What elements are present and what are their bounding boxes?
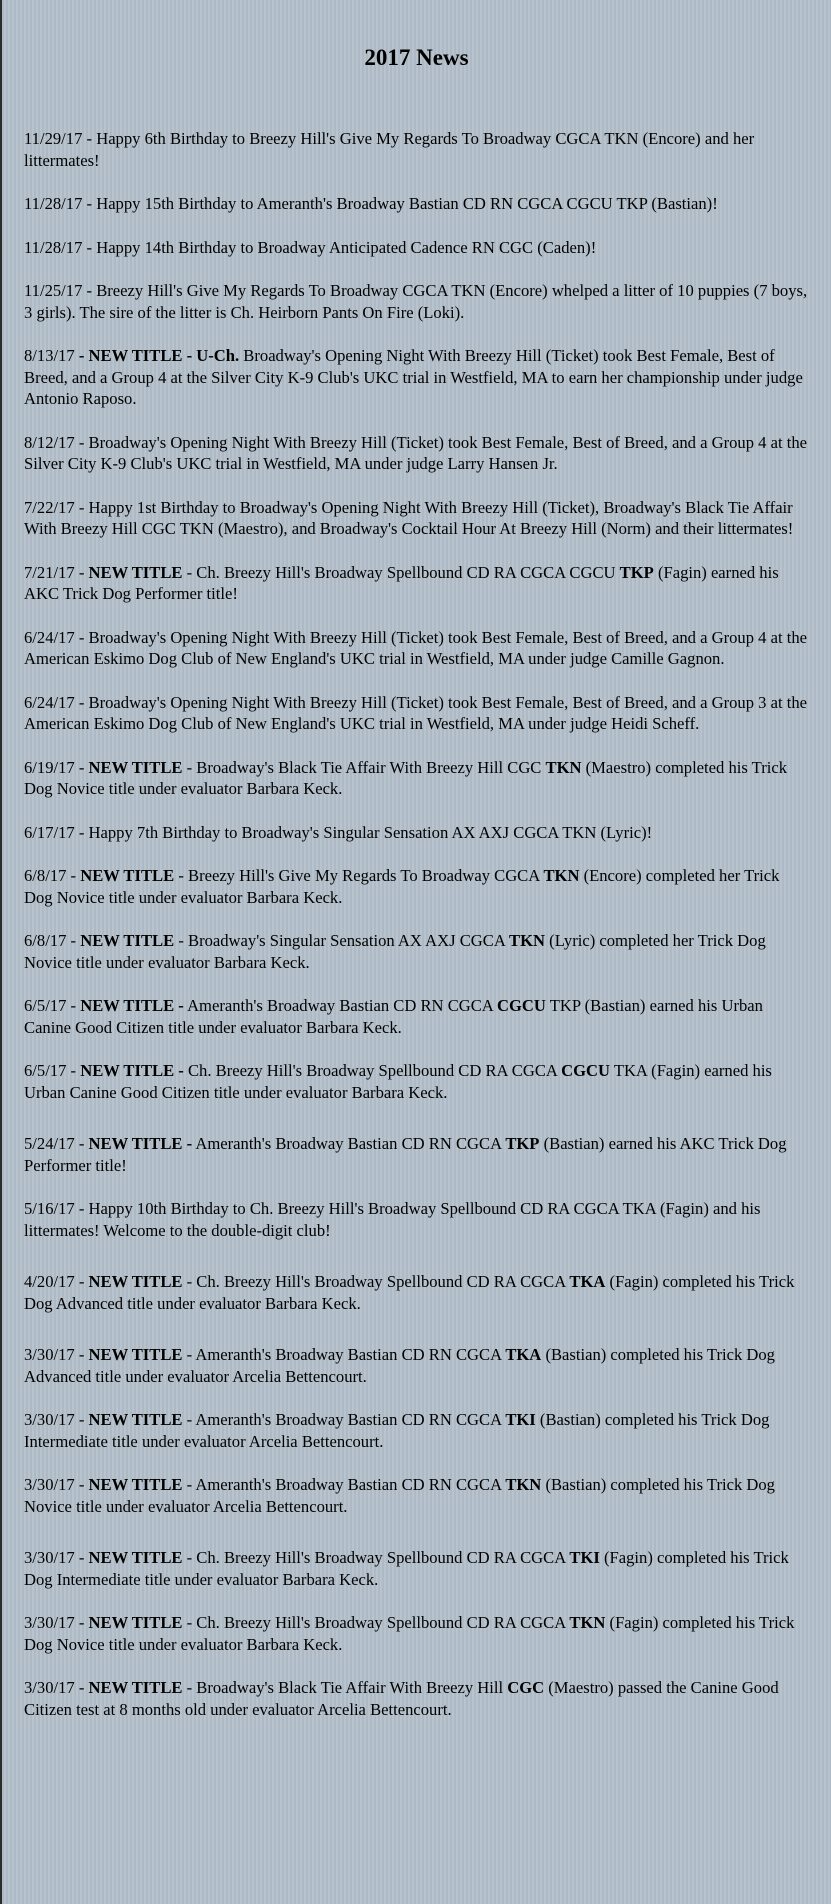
news-entry-bold-text: TKA xyxy=(505,1345,542,1364)
news-entry xyxy=(24,865,809,908)
news-entry-bold-text: NEW TITLE - xyxy=(80,1061,184,1080)
news-entry-text: 6/5/17 - xyxy=(24,1061,81,1080)
news-entry-text: 11/28/17 - Happy 14th Birthday to Broadway Anticipated Cadence RN CGC (Caden)! xyxy=(24,237,597,257)
news-entry xyxy=(24,1344,809,1387)
news-entry-bold-text: TKN xyxy=(543,866,580,885)
news-entry-text: (Fagin) earned his AKC Trick Dog Performer title! xyxy=(24,562,779,603)
news-entry-text: (Lyric) completed her Trick Dog Novice title under evaluator Barbara Keck. xyxy=(24,931,766,972)
news-entry-text: - Ch. Breezy Hill's Broadway Spellbound CD RA CGCA xyxy=(182,1272,570,1291)
news-entry-text: 3/30/17 - xyxy=(24,1548,89,1567)
news-entry-text: - Ameranth's Broadway Bastian CD RN CGCA xyxy=(182,1345,506,1364)
news-entry-bold-text: NEW TITLE xyxy=(88,1345,183,1364)
news-entry-text: - Broadway's Singular Sensation AX AXJ CGCA xyxy=(174,931,510,950)
page-left-border xyxy=(0,0,2,1904)
news-entry-text: 11/29/17 - Happy 6th Birthday to Breezy Hill's Give My Regards To Broadway CGCA TKN (Encore) and her littermates! xyxy=(24,129,755,170)
news-entry xyxy=(24,1133,809,1176)
news-entry xyxy=(24,692,809,735)
news-entry-text: Broadway's Opening Night With Breezy Hill (Ticket) took Best Female, Best of Breed, and a Group 4 at the Silver City K-9 Club's UKC trial in Westfield, MA to earn her championship under judge Antonio Raposo. xyxy=(24,346,803,408)
news-entry-text: 3/30/17 - xyxy=(24,1613,89,1632)
news-entry xyxy=(24,1547,809,1590)
page-title: 2017 News xyxy=(364,45,469,70)
news-entry-bold-text: NEW TITLE - xyxy=(80,996,184,1015)
news-entry-text: 6/24/17 - Broadway's Opening Night With Breezy Hill (Ticket) took Best Female, Best of Breed, and a Group 3 at the American Eskimo Dog Club of New England's UKC trial in Westfield, MA under judge Heidi Scheff. xyxy=(24,692,808,733)
news-entry-text: - Ameranth's Broadway Bastian CD RN CGCA xyxy=(182,1410,506,1429)
news-entry xyxy=(24,1409,809,1452)
news-entry-text: 3/30/17 - xyxy=(24,1345,89,1364)
news-entry-text: 8/12/17 - Broadway's Opening Night With Breezy Hill (Ticket) took Best Female, Best of Breed, and a Group 4 at the Silver City K-9 Club's UKC trial in Westfield, MA under judge Larry Hansen Jr. xyxy=(24,432,808,473)
news-entry-text: (Bastian) completed his Trick Dog Intermediate title under evaluator Arcelia Bettencourt. xyxy=(24,1410,770,1451)
news-entry-text: 4/20/17 - xyxy=(24,1272,89,1291)
news-entry-text: (Bastian) earned his AKC Trick Dog Performer title! xyxy=(24,1134,787,1175)
news-entry-bold-text: NEW TITLE xyxy=(88,1548,183,1567)
news-entry-bold-text: CGCU xyxy=(561,1061,610,1080)
news-entry-text: Ameranth's Broadway Bastian CD RN CGCA xyxy=(192,1134,506,1153)
news-entry-bold-text: TKI xyxy=(569,1548,600,1567)
news-entry-bold-text: TKN xyxy=(509,931,546,950)
news-entry-text: - Ameranth's Broadway Bastian CD RN CGCA xyxy=(182,1475,506,1494)
news-entry-text: (Maestro) completed his Trick Dog Novice title under evaluator Barbara Keck. xyxy=(24,757,788,798)
news-entry-bold-text: NEW TITLE xyxy=(88,1272,183,1291)
news-entry xyxy=(24,237,809,259)
news-entry-bold-text: TKA xyxy=(569,1272,606,1291)
news-entry-text: 6/8/17 - xyxy=(24,931,81,950)
news-list xyxy=(24,128,809,1720)
news-entry xyxy=(24,627,809,670)
news-entry-bold-text: NEW TITLE xyxy=(80,931,175,950)
news-entry-text: - Ch. Breezy Hill's Broadway Spellbound CD RA CGCA xyxy=(182,1548,570,1567)
news-entry-text: - Ch. Breezy Hill's Broadway Spellbound CD RA CGCA xyxy=(182,1613,570,1632)
news-entry-bold-text: NEW TITLE - xyxy=(88,1134,193,1153)
news-entry-text: TKA ( xyxy=(609,1061,657,1080)
news-entry-text: (Maestro) passed the Canine Good Citizen test at 8 months old under evaluator Arcelia Bettencourt. xyxy=(24,1678,779,1719)
news-entry-text: 5/16/17 - Happy 10th Birthday to Ch. Breezy Hill's Broadway Spellbound CD RA CGCA TKA (Fagin) and his littermates! Welcome to the double-digit club! xyxy=(24,1199,761,1240)
news-entry-text: Ameranth's Broadway Bastian CD RN CGCA xyxy=(183,996,498,1015)
news-entry xyxy=(24,757,809,800)
news-entry-text: (Fagin) completed his Trick Dog Intermediate title under evaluator Barbara Keck. xyxy=(24,1548,789,1589)
news-entry-text: 7/22/17 - Happy 1st Birthday to Broadway's Opening Night With Breezy Hill (Ticket), Broadway's Black Tie Affair With Breezy Hill CGC TKN (Maestro), and Broadway's Cocktail Hour At Breezy Hill (Norm) and their littermates! xyxy=(24,497,794,538)
news-entry-bold-text: TKN xyxy=(545,757,582,777)
news-entry-text: (Fagin) completed his Trick Dog Novice title under evaluator Barbara Keck. xyxy=(24,1613,795,1654)
news-entry-bold-text: CGCU xyxy=(497,996,546,1015)
news-entry xyxy=(24,432,809,475)
news-entry-text: 6/19/17 - xyxy=(24,757,89,777)
news-entry xyxy=(24,128,809,171)
news-entry xyxy=(24,280,809,323)
news-entry-bold-text: NEW TITLE xyxy=(80,866,175,885)
news-entry-text: (Bastian) completed his Trick Dog Advanced title under evaluator Arcelia Bettencourt. xyxy=(24,1345,775,1386)
news-entry-text: 6/24/17 - Broadway's Opening Night With Breezy Hill (Ticket) took Best Female, Best of Breed, and a Group 4 at the American Eskimo Dog Club of New England's UKC trial in Westfield, MA under judge Camille Gagnon. xyxy=(24,627,808,668)
news-entry-text: (Fagin) completed his Trick Dog Advanced title under evaluator Barbara Keck. xyxy=(24,1272,795,1313)
news-entry xyxy=(24,345,809,410)
news-entry-text: 6/5/17 - xyxy=(24,996,81,1015)
news-entry xyxy=(24,822,809,844)
news-entry-bold-text: TKP xyxy=(619,562,654,582)
news-entry xyxy=(24,1198,809,1241)
news-entry-bold-text: NEW TITLE xyxy=(88,1475,183,1494)
news-entry xyxy=(24,930,809,973)
news-entry-text: - Breezy Hill's Give My Regards To Broadway CGCA xyxy=(174,866,544,885)
news-entry-bold-text: NEW TITLE xyxy=(88,1678,183,1697)
news-entry-text: - Ch. Breezy Hill's Broadway Spellbound CD RA CGCA CGCU xyxy=(182,562,620,582)
news-entry-bold-text: - NEW TITLE - U-Ch. xyxy=(78,346,240,365)
news-entry-bold-text: TKN xyxy=(505,1475,542,1494)
news-entry-text: 3/30/17 - xyxy=(24,1475,89,1494)
news-entry-text: 5/24/17 - xyxy=(24,1134,89,1153)
news-entry-bold-text: NEW TITLE xyxy=(88,757,183,777)
news-entry-bold-text: NEW TITLE xyxy=(88,562,183,582)
news-entry-text: 3/30/17 - xyxy=(24,1410,89,1429)
news-entry xyxy=(24,1060,809,1103)
news-entry xyxy=(24,497,809,540)
news-entry-text: - Broadway's Black Tie Affair With Breezy Hill xyxy=(182,1678,508,1697)
news-entry-text: Fagin) earned his Urban Canine Good Citizen title under evaluator Barbara Keck. xyxy=(24,1061,772,1102)
news-entry-text: (Encore) completed her Trick Dog Novice title under evaluator Barbara Keck. xyxy=(24,866,780,907)
news-entry xyxy=(24,1677,809,1720)
news-entry-text: 11/25/17 - Breezy Hill's Give My Regards To Broadway CGCA TKN (Encore) whelped a litter of 10 puppies (7 boys, 3 girls). The sire of the litter is Ch. Heirborn Pants On Fire (Loki). xyxy=(24,281,808,322)
news-entry-text: 3/30/17 - xyxy=(24,1678,89,1697)
news-entry-bold-text: NEW TITLE xyxy=(88,1410,183,1429)
news-entry-text: - Broadway's Black Tie Affair With Breezy Hill CGC xyxy=(182,757,546,777)
news-entry-text: 6/17/17 - Happy 7th Birthday to Broadway's Singular Sensation AX AXJ CGCA TKN (Lyric)! xyxy=(24,822,653,842)
news-entry-text: 6/8/17 - xyxy=(24,866,81,885)
news-entry-text: 11/28/17 - Happy 15th Birthday to Ameranth's Broadway Bastian CD RN CGCA CGCU TKP (Bastian)! xyxy=(24,194,718,213)
news-entry-text: 8/13/17 xyxy=(24,346,79,365)
news-entry-text: TKP (Bastian) earned his Urban Canine Good Citizen title under evaluator Barbara Keck. xyxy=(24,996,763,1037)
news-entry-bold-text: TKP xyxy=(505,1134,540,1153)
news-entry xyxy=(24,1612,809,1655)
news-entry xyxy=(24,1474,809,1517)
news-entry-bold-text: TKI xyxy=(505,1410,536,1429)
news-entry xyxy=(24,562,809,605)
news-entry-bold-text: NEW TITLE xyxy=(88,1613,183,1632)
news-page xyxy=(24,0,809,1720)
news-entry-bold-text: CGC xyxy=(507,1678,545,1697)
news-entry-text: (Bastian) completed his Trick Dog Novice title under evaluator Arcelia Bettencourt. xyxy=(24,1475,775,1516)
news-entry xyxy=(24,1271,809,1314)
news-entry xyxy=(24,995,809,1038)
news-entry xyxy=(24,193,809,215)
news-entry-bold-text: TKN xyxy=(569,1613,606,1632)
news-entry-text: 7/21/17 - xyxy=(24,562,89,582)
news-entry-text: Ch. Breezy Hill's Broadway Spellbound CD RA CGCA xyxy=(183,1061,562,1080)
